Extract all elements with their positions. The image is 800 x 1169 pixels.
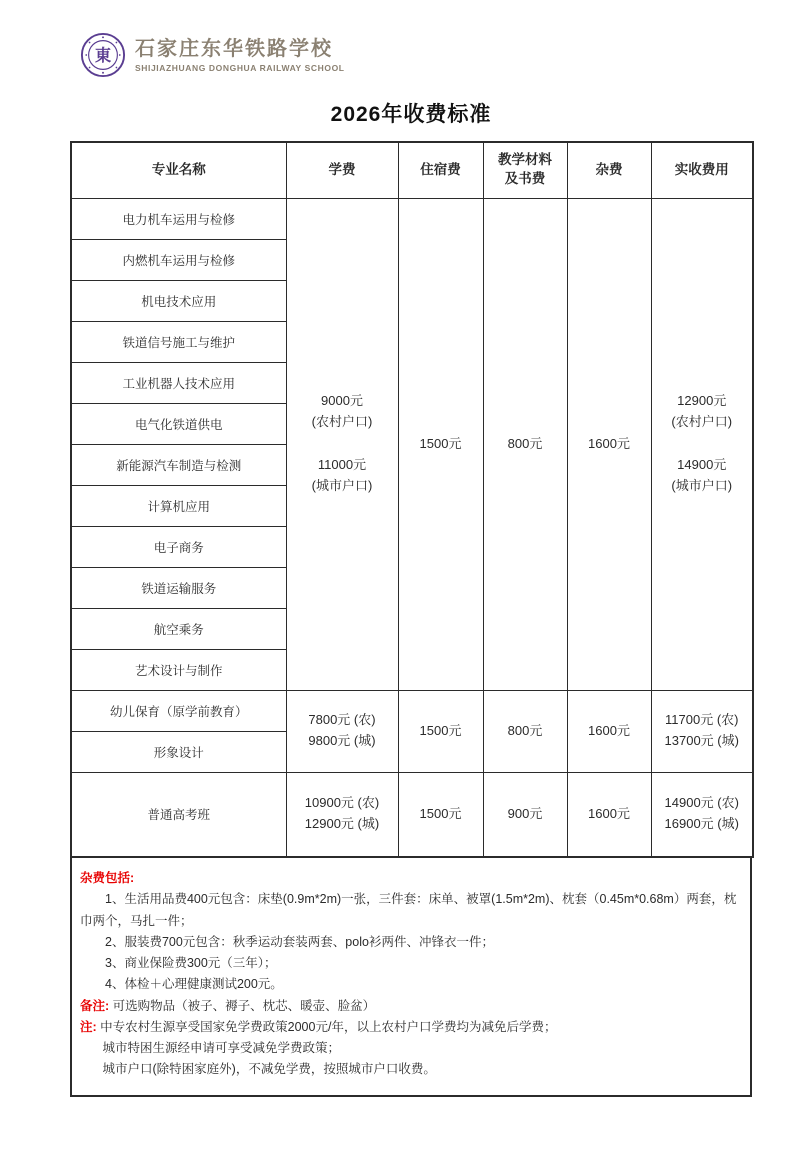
misc-cell-group2: 1600元 (567, 690, 651, 772)
major-cell: 普通高考班 (71, 772, 286, 857)
total-cell-group3 (651, 772, 753, 857)
remark-line (80, 996, 740, 1017)
total-rural-value: 12900元 (677, 393, 727, 409)
remark-label: 备注: (80, 998, 110, 1013)
note-line-1 (80, 1017, 740, 1038)
school-name-block (135, 38, 345, 73)
total-line2: 16900元 (城) (664, 816, 739, 832)
col-header-misc: 杂费 (567, 142, 651, 198)
tuition-rural-label: (农村户口) (311, 414, 373, 430)
tuition-urban-label: (城市户口) (311, 477, 373, 493)
tuition-cell-group3 (286, 772, 398, 857)
col-header-materials-line1: 教学材料 (498, 152, 552, 168)
total-urban-label: (城市户口) (671, 477, 733, 493)
accommodation-cell-group3: 1500元 (398, 772, 483, 857)
tuition-line2: 9800元 (城) (308, 733, 376, 748)
col-header-major: 专业名称 (71, 142, 286, 198)
total-line1: 11700元 (农) (665, 712, 739, 728)
table-row (71, 690, 753, 731)
major-cell: 铁道信号施工与维护 (71, 321, 286, 362)
tuition-line2: 12900元 (城) (304, 816, 380, 832)
school-name-zh: 石家庄东华铁路学校 (135, 37, 333, 60)
table-row (71, 772, 753, 857)
remark-text: 可选购物品（被子、褥子、枕芯、暖壶、脸盆） (112, 998, 376, 1013)
major-cell: 电子商务 (71, 526, 286, 567)
table-row (71, 198, 753, 239)
major-cell: 计算机应用 (71, 485, 286, 526)
misc-cell-group3: 1600元 (567, 772, 651, 857)
misc-fee-item: 4、体检＋心理健康测试200元。 (105, 977, 283, 992)
col-header-materials-line2: 及书费 (504, 171, 546, 187)
table-header-row (71, 142, 753, 198)
col-header-total: 实收费用 (651, 142, 753, 198)
page-title: 2026年收费标准 (330, 103, 492, 126)
note-line-3: 城市户口(除特困家庭外)，不减免学费，按照城市户口收费。 (102, 1062, 436, 1077)
tuition-line1: 10900元 (农) (304, 795, 380, 811)
col-header-materials (483, 142, 567, 198)
total-rural-label: (农村户口) (671, 414, 733, 430)
misc-cell-group1: 1600元 (567, 198, 651, 690)
major-cell: 电气化铁道供电 (71, 403, 286, 444)
seal-character: 東 (94, 46, 112, 65)
total-line2: 13700元 (城) (664, 733, 739, 748)
tuition-urban-value: 11000元 (317, 457, 367, 472)
notes-section (70, 858, 752, 1097)
accommodation-cell-group2: 1500元 (398, 690, 483, 772)
note-text: 中专农村生源享受国家免学费政策2000元/年，以上农村户口学费均为减免后学费； (100, 1019, 557, 1034)
fee-table (70, 141, 754, 858)
misc-fee-title: 杂费包括: (80, 871, 135, 885)
major-cell: 内燃机车运用与检修 (71, 239, 286, 280)
major-cell: 幼儿保育（原学前教育） (71, 690, 286, 731)
tuition-line1: 7800元 (农) (308, 712, 376, 728)
major-cell: 航空乘务 (71, 608, 286, 649)
accommodation-cell-group1: 1500元 (398, 198, 483, 690)
misc-fee-item: 3、商业保险费300元（三年）； (105, 956, 277, 970)
major-cell: 电力机车运用与检修 (71, 198, 286, 239)
note-label: 注: (80, 1019, 97, 1034)
tuition-rural-value: 9000元 (321, 393, 363, 409)
tuition-cell-group1 (286, 198, 398, 690)
major-cell: 铁道运输服务 (71, 567, 286, 608)
total-line1: 14900元 (农) (664, 795, 739, 811)
materials-cell-group2: 800元 (483, 690, 567, 772)
misc-fee-item: 2、服装费700元包含：秋季运动套装两套、polo衫两件、冲锋衣一件； (105, 934, 494, 949)
total-cell-group2 (651, 690, 753, 772)
misc-fee-item: 1、生活用品费400元包含：床垫(0.9m*2m)一张，三件套：床单、被罩(1.5m*2m)、枕套（0.45m*0.68m）两套，枕巾两个，马扎一件； (80, 892, 737, 928)
materials-cell-group1: 800元 (483, 198, 567, 690)
col-header-accommodation: 住宿费 (398, 142, 483, 198)
materials-cell-group3: 900元 (483, 772, 567, 857)
major-cell: 机电技术应用 (71, 280, 286, 321)
total-urban-value: 14900元 (677, 457, 727, 472)
tuition-cell-group2 (286, 690, 398, 772)
total-cell-group1 (651, 198, 753, 690)
note-line-2: 城市特困生源经申请可享受减免学费政策； (102, 1041, 341, 1055)
school-brand-header (80, 30, 752, 80)
major-cell: 形象设计 (71, 731, 286, 772)
major-cell: 艺术设计与制作 (71, 649, 286, 690)
major-cell: 新能源汽车制造与检测 (71, 444, 286, 485)
col-header-tuition: 学费 (286, 142, 398, 198)
major-cell: 工业机器人技术应用 (71, 362, 286, 403)
school-seal-icon (80, 32, 126, 78)
school-name-en: SHIJIAZHUANG DONGHUA RAILWAY SCHOOL (135, 62, 345, 73)
